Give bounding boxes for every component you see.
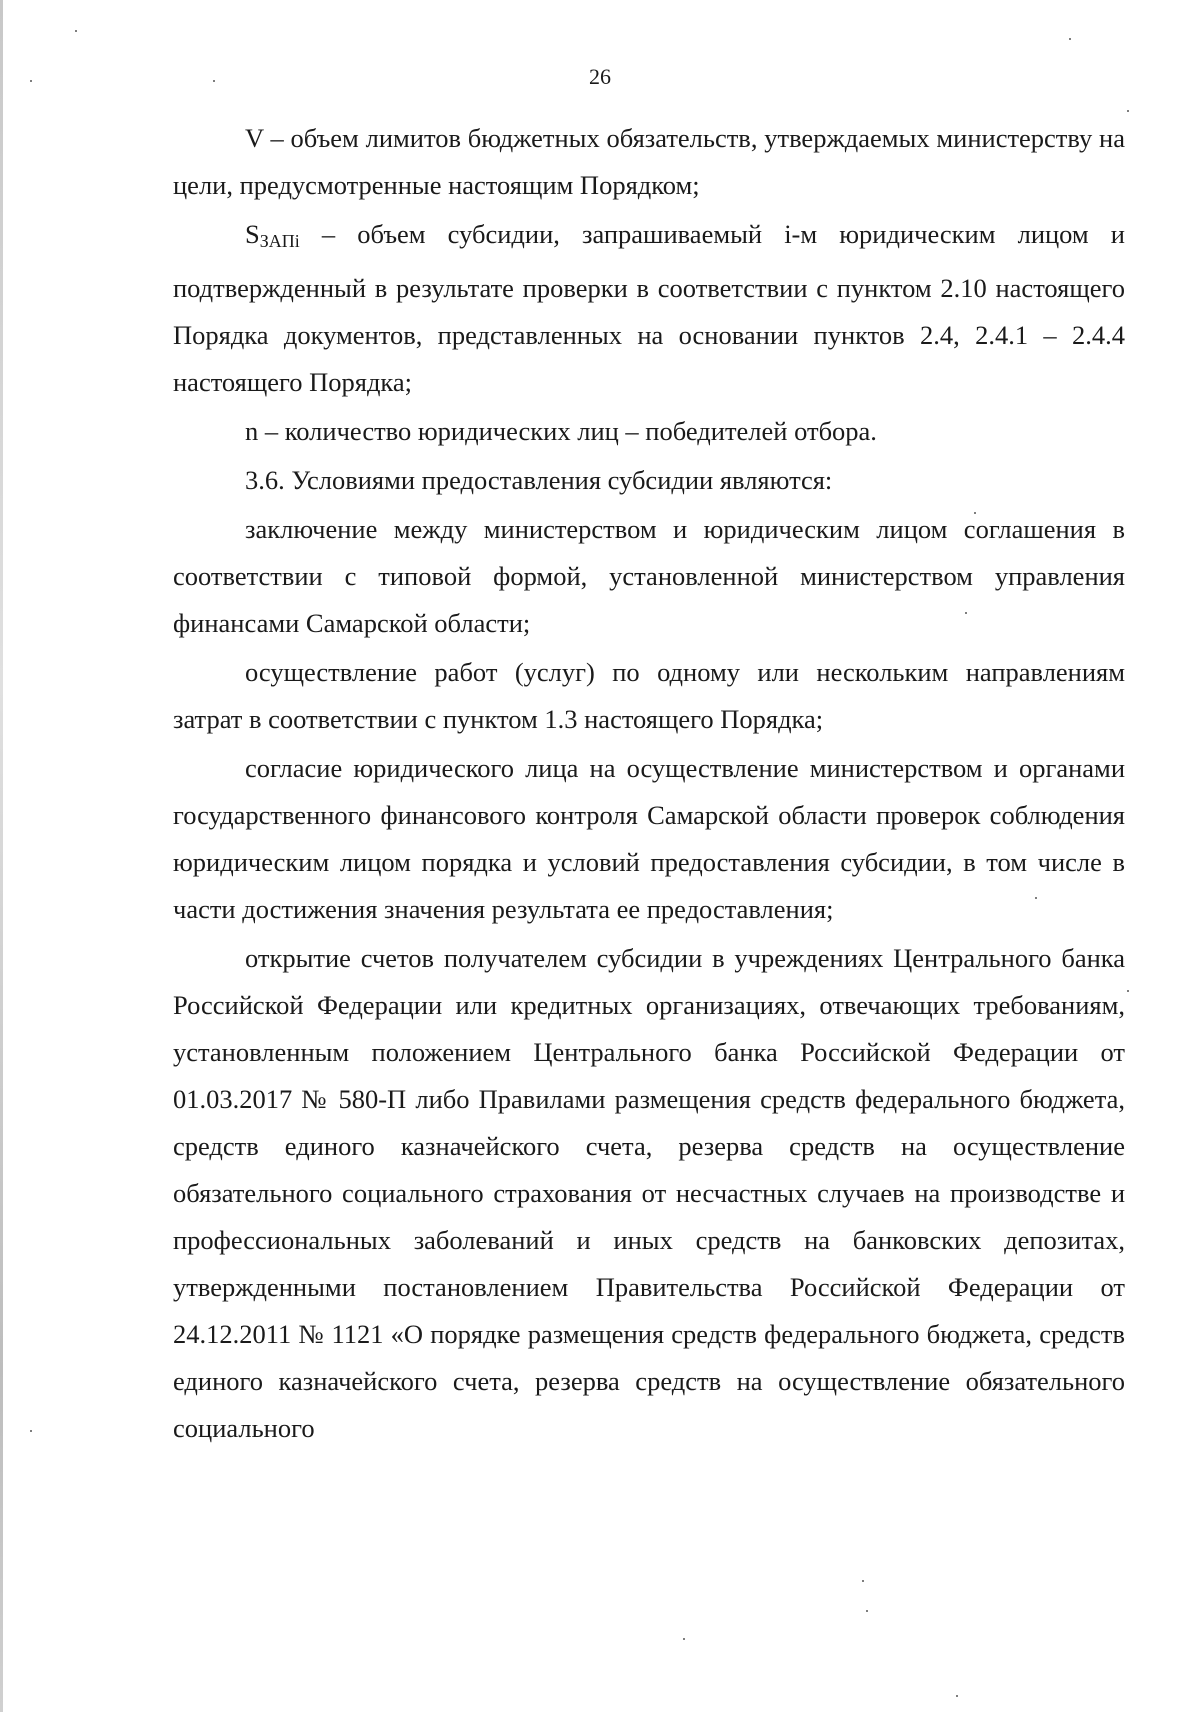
scan-speck <box>965 612 967 614</box>
scan-speck <box>862 1580 864 1582</box>
scan-speck <box>75 30 77 32</box>
scan-speck <box>30 1430 32 1432</box>
scan-speck <box>1127 990 1129 992</box>
scan-speck <box>956 1695 958 1697</box>
document-body <box>173 115 1125 1452</box>
scan-speck <box>1069 38 1071 40</box>
variable-subscript: ЗАПi <box>259 231 300 251</box>
scan-speck <box>30 80 32 82</box>
paragraph-condition-agreement: заключение между министерством и юридическим лицом соглашения в соответствии с типовой формой, установленной министерством управления финансами Самарской области; <box>173 514 1125 638</box>
paragraph-subsidy-requested-definition <box>173 211 1125 406</box>
paragraph-condition-consent: согласие юридического лица на осуществление министерством и органами государственного финансового контроля Самарской области проверок соблюдения юридическим лицом порядка и условий предоставления субсидии, в том числе в части достижения значения результата ее предоставления; <box>173 753 1125 924</box>
scan-speck <box>683 1638 685 1640</box>
variable-symbol: S <box>245 219 260 249</box>
page-number: 26 <box>589 64 611 89</box>
scan-speck <box>866 1610 868 1612</box>
paragraph-volume-definition: V – объем лимитов бюджетных обязательств, утверждаемых министерству на цели, предусмотренные настоящим Порядком; <box>173 123 1125 200</box>
paragraph-condition-accounts: открытие счетов получателем субсидии в учреждениях Центрального банка Российской Федерации или кредитных организациях, отвечающих требованиям, установленным положением Центрального банка Российской Федерации от 01.03.2017 № 580-П либо Правилами размещения средств федерального бюджета, средств единого казначейского счета, резерва средств на осуществление обязательного социального страхования от несчастных случаев на производстве и профессиональных заболеваний и иных средств на банковских депозитах, утвержденными постановлением Правительства Российской Федерации от 24.12.2011 № 1121 «О порядке размещения средств федерального бюджета, средств единого казначейского счета, резерва средств на осуществление обязательного социального <box>173 943 1125 1443</box>
paragraph-count-definition: n – количество юридических лиц – победителей отбора. <box>245 416 877 446</box>
scan-edge-shadow <box>0 0 3 1712</box>
paragraph-condition-works: осуществление работ (услуг) по одному или нескольким направлениям затрат в соответствии с пунктом 1.3 настоящего Порядка; <box>173 657 1125 734</box>
scan-speck <box>974 512 976 514</box>
scan-speck <box>213 80 215 82</box>
paragraph-section-3-6-heading: 3.6. Условиями предоставления субсидии являются: <box>245 465 833 495</box>
paragraph-text: – объем субсидии, запрашиваемый i-м юридическим лицом и подтвержденный в результате проверки в соответствии с пунктом 2.10 настоящего Порядка документов, представленных на основании пунктов 2.4, 2.4.1 – 2.4.4 настоящего Порядка; <box>173 219 1125 397</box>
scan-speck <box>1035 897 1037 899</box>
scan-speck <box>1127 110 1129 112</box>
